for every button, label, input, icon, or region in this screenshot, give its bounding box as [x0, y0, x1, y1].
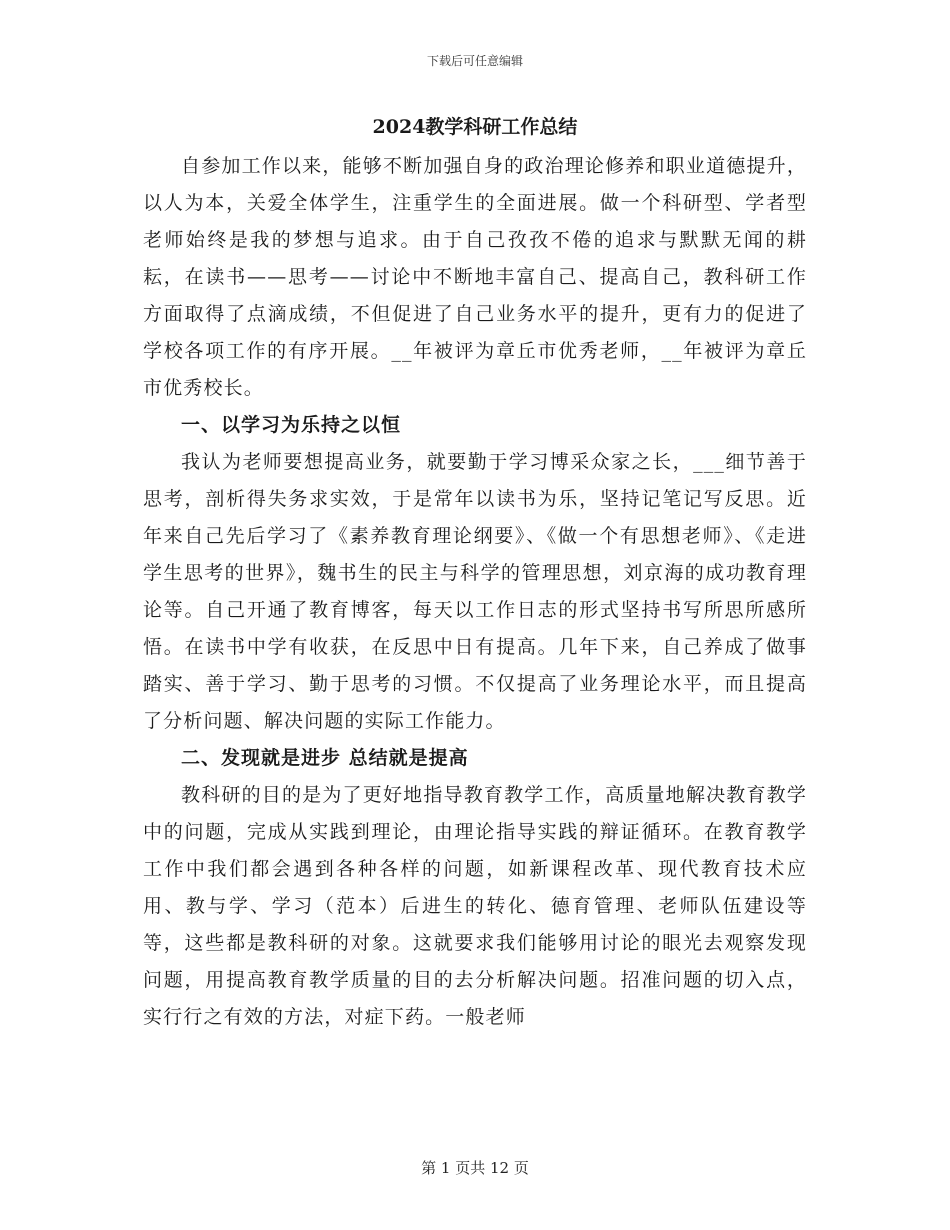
section-paragraph: 我认为老师要想提高业务，就要勤于学习博采众家之长，___细节善于思考，剖析得失务求实效，于是常年以读书为乐，坚持记笔记写反思。近年来自己先后学习了《素养教育理论纲要》、《做一个有思想老师》、《走进学生思考的世界》，魏书生的民主与科学的管理思想，刘京海的成功教育理论等。自己开通了教育博客，每天以工作日志的形式坚持书写所思所感所悟。在读书中学有收获，在反思中日有提高。几年下来，自己养成了做事踏实、善于学习、勤于思考的习惯。不仅提高了业务理论水平，而且提高了分析问题、解决问题的实际工作能力。	[143, 451, 807, 732]
page-header: 下载后可任意编辑	[426, 54, 523, 68]
page-footer: 第 1 页共 12 页	[421, 1159, 529, 1177]
section-heading: 一、以学习为乐持之以恒	[181, 414, 402, 436]
section-1	[143, 407, 807, 740]
document-title: 2024教学科研工作总结	[372, 116, 578, 138]
section-2	[143, 740, 807, 1036]
section-paragraph: 教科研的目的是为了更好地指导教育教学工作，高质量地解决教育教学中的问题，完成从实践到理论，由理论指导实践的辩证循环。在教育教学工作中我们都会遇到各种各样的问题，如新课程改革、现代教育技术应用、教与学、学习（范本）后进生的转化、德育管理、老师队伍建设等等，这些都是教科研的对象。这就要求我们能够用讨论的眼光去观察发现问题，用提高教育教学质量的目的去分析解决问题。招准问题的切入点，实行行之有效的方法，对症下药。一般老师	[143, 784, 807, 1028]
intro-paragraph: 自参加工作以来，能够不断加强自身的政治理论修养和职业道德提升，以人为本，关爱全体学生，注重学生的全面进展。做一个科研型、学者型老师始终是我的梦想与追求。由于自己孜孜不倦的追求与默默无闻的耕耘，在读书——思考——讨论中不断地丰富自己、提高自己，教科研工作方面取得了点滴成绩，不但促进了自己业务水平的提升，更有力的促进了学校各项工作的有序开展。__年被评为章丘市优秀老师，__年被评为章丘市优秀校长。	[143, 155, 807, 399]
section-heading: 二、发现就是进步 总结就是提高	[181, 747, 469, 769]
document-body	[143, 112, 807, 1036]
